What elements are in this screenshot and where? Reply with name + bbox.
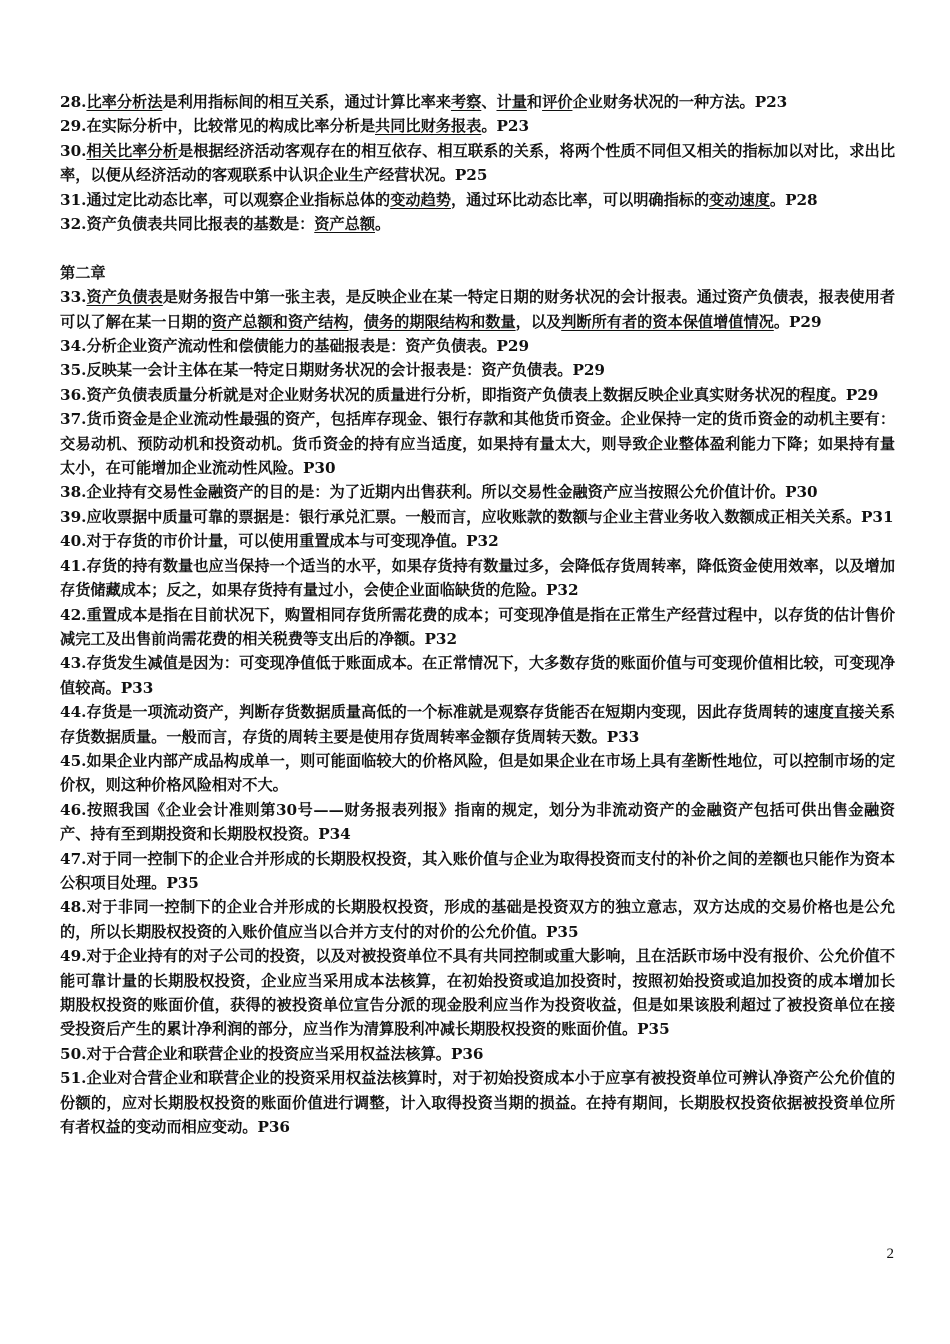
paragraph-48 [60,895,895,944]
paragraph-text: 如果企业内部产成品构成单一，则可能面临较大的价格风险，但是如果企业在市场上具有垄断性地位，可以控制市场的定价权，则这种价格风险相对不大。 [60,751,895,795]
paragraph-number: 46. [60,800,87,819]
paragraph-text: 反映某一会计主体在某一特定日期财务状况的会计报表是：资产负债表。P29 [86,361,605,380]
paragraph-32 [60,212,895,236]
paragraph-text: 。P28 [769,190,818,209]
paragraph-text: 对于同一控制下的企业合并形成的长期股权投资，其入账价值与企业为取得投资而支付的补价之间的差额也只能作为资本公积项目处理。P35 [60,849,895,892]
underlined-term: 评价 [542,93,573,111]
paragraph-number: 45. [60,751,87,770]
paragraph-text: 。P29 [773,312,822,331]
paragraph-number: 50. [60,1044,87,1063]
paragraph-number: 34. [60,337,87,356]
paragraph-text: 资产负债表质量分析就是对企业财务状况的质量进行分析，即指资产负债表上数据反映企业真实财务状况的程度。P29 [86,385,879,404]
underlined-term: 变动趋势 [390,190,451,209]
paragraph-44 [60,700,895,749]
paragraph-text: 重置成本是指在目前状况下，购置相同存货所需花费的成本；可变现净值是指在正常生产经营过程中，以存货的估计售价减完工及出售前尚需花费的相关税费等支出后的净额。P32 [60,605,895,648]
paragraph-text: 对于合营企业和联营企业的投资应当采用权益法核算。P36 [86,1044,484,1063]
paragraph-text: 分析企业资产流动性和偿债能力的基础报表是：资产负债表。P29 [86,337,530,356]
paragraph-text: ，通过环比动态比率，可以明确指标的 [450,190,710,209]
paragraph-number: 36. [60,385,87,404]
paragraph-text: 存货发生减值是因为：可变现净值低于账面成本。在正常情况下，大多数存货的账面价值与可变现价值相比较，可变现净值较高。P33 [60,654,895,697]
paragraph-number: 44. [60,703,87,722]
paragraph-text: 是利用指标间的相互关系，通过计算比率来 [162,93,451,111]
paragraph-number: 33. [60,288,87,307]
paragraph-number: 43. [60,654,87,673]
document-page [60,90,895,1139]
section-gap [60,236,895,260]
paragraph-number: 37. [60,410,87,429]
paragraph-42 [60,603,895,652]
paragraph-text: 应收票据中质量可靠的票据是：银行承兑汇票。一般而言，应收账款的数额与企业主营业务收入数额成正相关关系。P31 [86,507,894,526]
paragraph-text: 货币资金是企业流动性最强的资产，包括库存现金、银行存款和其他货币资金。企业保持一定的货币资金的动机主要有：交易动机、预防动机和投资动机。货币资金的持有应当适度，如果持有量太大，则导致企业整体盈利能力下降；如果持有量太小，在可能增加企业流动性风险。P30 [60,410,895,478]
paragraph-text: 按照我国《企业会计准则第30号——财务报表列报》指南的规定，划分为非流动资产的金融资产包括可供出售金融资产、持有至到期投资和长期股权投资。P34 [60,800,895,844]
paragraph-40 [60,529,895,553]
paragraph-number: 31. [60,190,87,209]
paragraph-number: 40. [60,532,87,551]
paragraph-number: 39. [60,507,87,526]
paragraph-35 [60,358,895,382]
paragraph-30 [60,139,895,188]
paragraph-text: 是财务报告中第一张主表，是反映企业在某一特定日期的财务状况的会计报表。通过资产负债表，报表使用者可以了解在某一日期的 [60,288,896,331]
underlined-term: 共同比财务报表 [375,117,482,136]
paragraph-28 [60,90,895,114]
paragraph-45 [60,749,895,798]
underlined-term: 债务的期限结构和数量 [363,312,516,331]
paragraph-31 [60,188,895,212]
paragraph-46 [60,798,895,847]
paragraph-43 [60,651,895,700]
paragraph-text: 企业持有交易性金融资产的目的是：为了近期内出售获利。所以交易性金融资产应当按照公允价值计价。P30 [86,483,818,502]
underlined-term: 资产总额 [314,215,375,234]
page-number: 2 [886,1246,894,1262]
underlined-term: 比率分析法 [86,93,163,111]
paragraph-text: 对于存货的市价计量，可以使用重置成本与可变现净值。P32 [86,532,499,551]
underlined-term: 资产负债表 [86,288,163,307]
paragraph-51 [60,1066,895,1139]
paragraph-number: 35. [60,361,87,380]
paragraph-29 [60,114,895,138]
paragraph-number: 29. [60,117,87,136]
paragraph-number: 30. [60,141,87,160]
paragraph-39 [60,505,895,529]
paragraph-number: 28. [60,93,87,111]
paragraph-text: 。 [375,215,391,234]
paragraph-text: 、 [481,93,497,111]
paragraph-37 [60,407,895,480]
paragraph-49 [60,944,895,1042]
paragraph-number: 48. [60,898,87,917]
paragraph-text: 存货的持有数量也应当保持一个适当的水平，如果存货持有数量过多，会降低存货周转率，降低资金使用效率，以及增加存货储藏成本；反之，如果存货持有量过小，会使企业面临缺货的危险。P32 [60,556,895,600]
paragraph-number: 32. [60,215,87,234]
paragraph-text: 企业对合营企业和联营企业的投资采用权益法核算时，对于初始投资成本小于应享有被投资单位可辨认净资产公允价值的份额的，应对长期股权投资的账面价值进行调整，计入取得投资当期的损益。在持有期间，长期股权投资依据被投资单位所有者权益的变动而相应变动。P36 [60,1069,895,1137]
chapter-one-section [60,90,895,236]
paragraph-number: 38. [60,483,87,502]
paragraph-41 [60,554,895,603]
paragraph-text: ，以及 [515,312,562,331]
underlined-term: 计量 [496,93,527,111]
paragraph-text: 对于企业持有的对子公司的投资，以及对被投资单位不具有共同控制或重大影响，且在活跃市场中没有报价、公允价值不能可靠计量的长期股权投资，企业应当采用成本法核算，在初始投资或追加投资时，按照初始投资或追加投资的成本增加长期股权投资的账面价值，获得的被投资单位宣告分派的现金股利应当作为投资收益，但是如果该股利超过了被投资单位在接受投资后产生的累计净利润的部分，应当作为清算股利冲减长期股权投资的账面价值。P35 [60,947,895,1039]
paragraph-text: 通过定比动态比率，可以观察企业指标总体的 [86,190,391,209]
paragraph-text: ， [348,312,364,331]
paragraph-36 [60,383,895,407]
paragraph-33 [60,285,895,334]
paragraph-number: 51. [60,1069,87,1088]
chapter-two-section [60,285,895,1139]
paragraph-text: 对于非同一控制下的企业合并形成的长期股权投资，形成的基础是投资双方的独立意志，双方达成的交易价格也是公允的，所以长期股权投资的入账价值应当以合并方支付的对价的公允价值。P35 [60,898,895,941]
paragraph-50 [60,1042,895,1066]
underlined-term: 资产总额和资产结构 [211,312,349,331]
chapter-title: 第二章 [60,263,106,282]
underlined-term: 相关比率分析 [86,141,179,160]
paragraph-text: 资产负债表共同比报表的基数是： [86,215,315,234]
paragraph-text: 企业财务状况的一种方法。P23 [572,93,788,111]
underlined-term: 变动速度 [709,190,770,209]
paragraph-text: 在实际分析中，比较常见的构成比率分析是 [86,117,375,136]
paragraph-text: 是根据经济活动客观存在的相互依存、相互联系的关系，将两个性质不同但又相关的指标加以对比，求出比率，以便从经济活动的客观联系中认识企业生产经营状况。P25 [60,141,896,185]
paragraph-47 [60,847,895,896]
underlined-term: 考察 [450,93,482,111]
paragraph-text: 。P23 [481,117,530,136]
paragraph-text: 和 [526,93,543,111]
paragraph-text: 存货是一项流动资产，判断存货数据质量高低的一个标准就是观察存货能否在短期内变现，因此存货周转的速度直接关系存货数据质量。一般而言，存货的周转主要是使用存货周转率金额存货周转天数。P33 [60,703,895,746]
paragraph-number: 41. [60,556,87,575]
paragraph-38 [60,480,895,504]
paragraph-number: 42. [60,605,87,624]
paragraph-34 [60,334,895,358]
paragraph-number: 49. [60,947,87,966]
underlined-term: 判断所有者的资本保值增值情况 [561,312,774,331]
paragraph-number: 47. [60,849,87,868]
